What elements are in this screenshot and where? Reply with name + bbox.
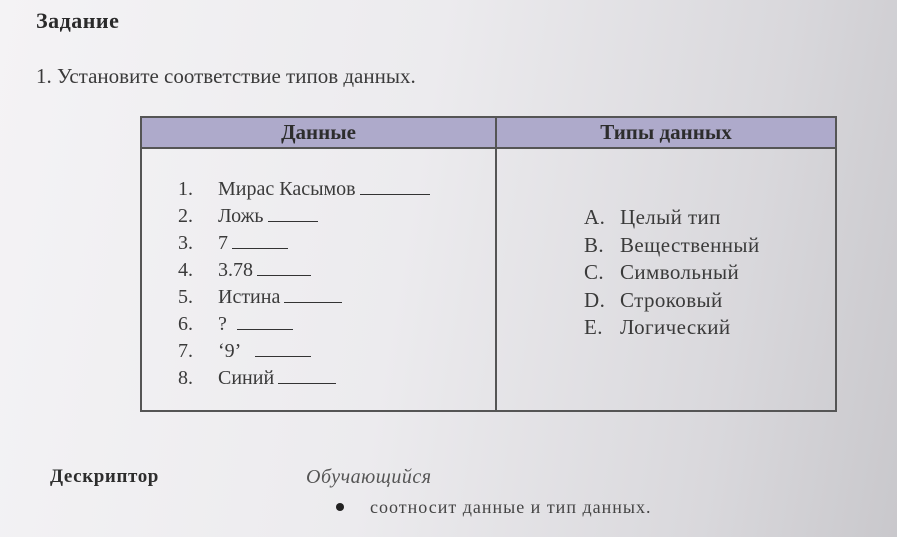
type-letter: B. [584, 232, 605, 257]
answer-blank [257, 259, 311, 276]
list-item [178, 311, 430, 338]
list-item [178, 230, 430, 257]
list-item [178, 284, 430, 311]
list-item [178, 257, 430, 284]
item-text: Синий [218, 367, 275, 389]
answer-blank [284, 286, 342, 303]
item-number: 2. [178, 205, 193, 227]
item-text: Ложь [218, 205, 264, 227]
matching-table [140, 116, 837, 412]
descriptor-criterion [336, 497, 651, 518]
item-text: Истина [218, 286, 281, 308]
list-item [584, 259, 760, 287]
type-text: Логический [620, 315, 731, 339]
list-item [178, 176, 430, 203]
list-item [584, 232, 760, 260]
type-letter: E. [584, 315, 603, 339]
descriptor-label: Дескриптор [50, 466, 159, 487]
column-divider [495, 147, 497, 410]
table-header-row [142, 118, 835, 149]
page-title: Задание [36, 8, 120, 33]
answer-blank [255, 340, 311, 357]
item-text: Мирас Касымов [218, 178, 356, 200]
item-text: ‘9’ [218, 340, 242, 362]
list-item [584, 204, 760, 232]
answer-blank [268, 205, 318, 222]
item-number: 5. [178, 286, 193, 308]
item-number: 1. [178, 178, 193, 200]
item-text: 3.78 [218, 259, 253, 281]
learner-label: Обучающийся [306, 466, 432, 488]
type-letter: D. [584, 287, 606, 312]
item-number: 3. [178, 232, 193, 254]
item-text: ? [218, 313, 227, 335]
answer-blank [278, 367, 336, 384]
criterion-text: соотносит данные и тип данных. [370, 497, 652, 517]
item-number: 6. [178, 313, 193, 335]
list-item [178, 203, 430, 230]
answer-blank [360, 178, 430, 195]
list-item [178, 365, 430, 392]
column-header-types: Типы данных [600, 120, 732, 144]
item-number: 4. [178, 259, 193, 281]
list-item [584, 314, 760, 342]
column-header-data: Данные [142, 118, 497, 147]
type-letter: A. [584, 205, 606, 229]
list-item [584, 287, 760, 315]
type-letter: C. [584, 260, 605, 284]
item-number: 8. [178, 367, 193, 389]
type-text: Строковый [620, 287, 723, 312]
task-text: 1. Установите соответствие типов данных. [36, 64, 416, 88]
type-text: Вещественный [620, 232, 760, 257]
answer-blank [237, 313, 293, 330]
type-text: Целый тип [620, 205, 721, 229]
item-number: 7. [178, 340, 193, 362]
type-text: Символьный [620, 260, 740, 284]
list-item [178, 338, 430, 365]
types-list [584, 204, 760, 342]
bullet-icon [336, 503, 344, 511]
data-list [178, 176, 430, 392]
item-text: 7 [218, 232, 228, 254]
answer-blank [232, 232, 288, 249]
